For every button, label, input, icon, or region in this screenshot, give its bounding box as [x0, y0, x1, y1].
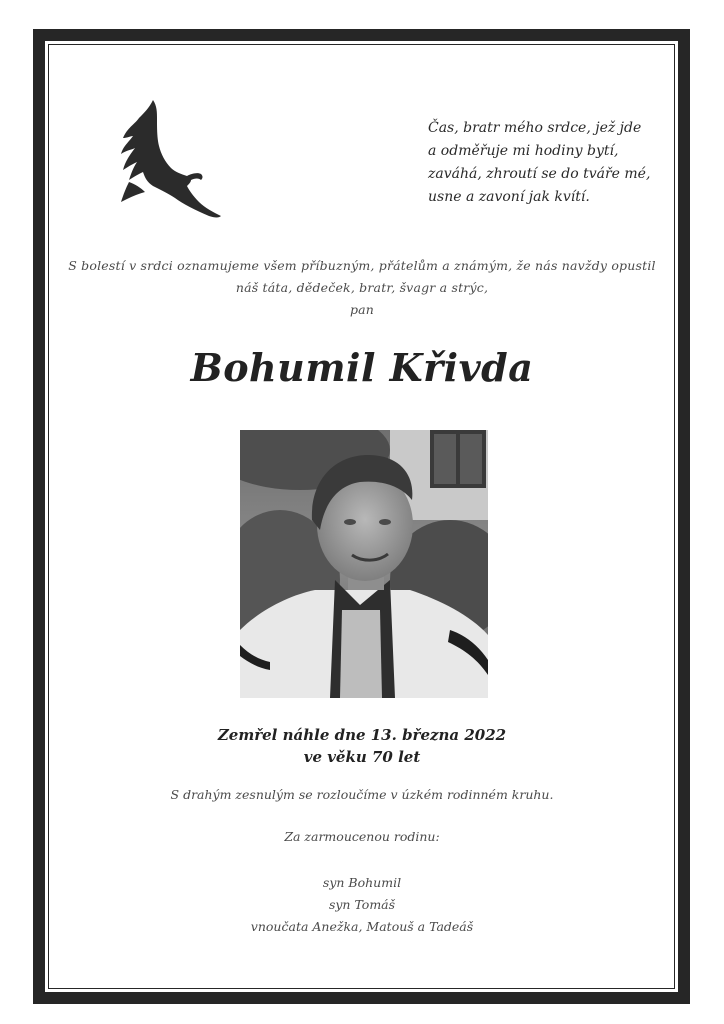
family-member: syn Tomáš [328, 897, 396, 912]
family-member: syn Bohumil [322, 875, 402, 890]
death-date: Zemřel náhle dne 13. března 2022 [217, 726, 507, 744]
portrait-photo [240, 430, 488, 698]
farewell-text: S drahým zesnulým se rozloučíme v úzkém rodinném kruhu. [170, 787, 554, 802]
poem [428, 117, 658, 209]
death-age: ve věku 70 let [303, 748, 421, 766]
poem-line: usne a zavoní jak kvítí. [428, 189, 590, 205]
poem-line: Čas, bratr mého srdce, jež jde [428, 120, 642, 136]
announcement-line: pan [349, 302, 375, 317]
family-member: vnoučata Anežka, Matouš a Tadeáš [250, 919, 474, 934]
family-heading: Za zarmoucenou rodinu: [284, 829, 440, 844]
death-notice [60, 724, 664, 768]
eagle-icon [117, 98, 223, 222]
poem-line: zaváhá, zhroutí se do tváře mé, [428, 166, 651, 182]
announcement [60, 255, 664, 321]
deceased-name: Bohumil Křivda [190, 345, 534, 390]
family-list [60, 872, 664, 938]
announcement-line: S bolestí v srdci oznamujeme všem příbuzným, přátelům a známým, že nás navždy opustil [68, 258, 656, 273]
announcement-line: náš táta, dědeček, bratr, švagr a strýc, [235, 280, 489, 295]
poem-line: a odměřuje mi hodiny bytí, [428, 143, 619, 159]
